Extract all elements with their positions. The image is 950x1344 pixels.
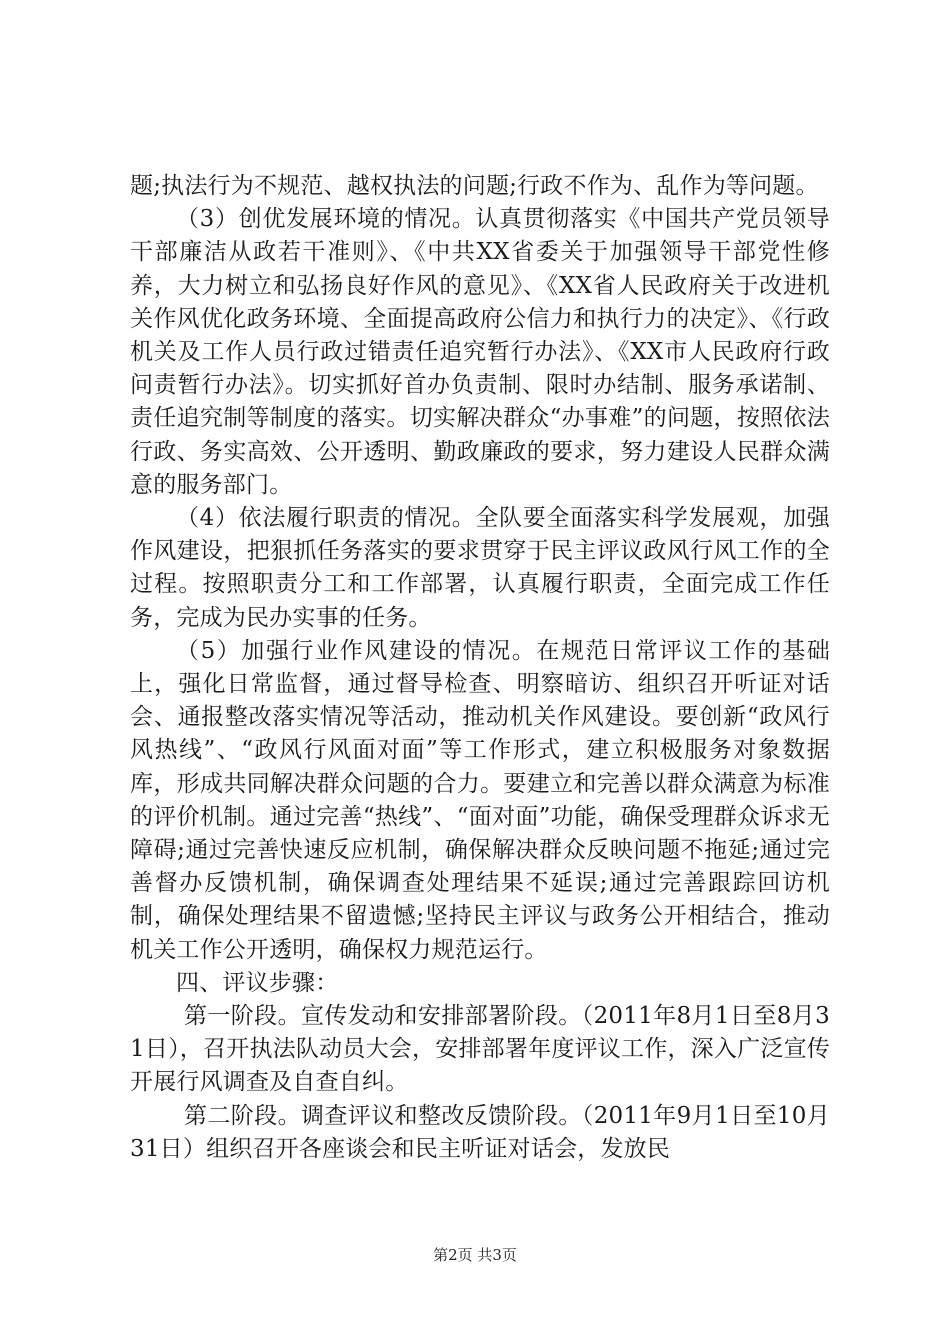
paragraph-stage-one: 第一阶段。宣传发动和安排部署阶段。（2011年8月1日至8月31日），召开执法队动员大会，安排部署年度评议工作，深入广泛宣传开展行风调查及自查自纠。 — [130, 1003, 830, 1096]
paragraph-stage-two: 第二阶段。调查评议和整改反馈阶段。（2011年9月1日至10月31日）组织召开各座谈会和民主听证对话会，发放民 — [130, 1102, 830, 1162]
paragraph-continuation: 题;执法行为不规范、越权执法的问题;行政不作为、乱作为等问题。 — [130, 173, 819, 199]
section-heading-review-steps: 四、评议步骤： — [176, 969, 339, 996]
paragraph-duty-performance: （4）依法履行职责的情况。全队要全面落实科学发展观，加强作风建设，把狠抓任务落实的要求贯穿于民主评议政风行风工作的全过程。按照职责分工和工作部署，认真履行职责，全面完成工作任务，完成为民办实事的任务。 — [130, 505, 830, 631]
page-footer: 第2页 共3页 — [433, 1246, 517, 1264]
paragraph-development-environment: （3）创优发展环境的情况。认真贯彻落实《中国共产党员领导干部廉洁从政若干准则》、《中共XX省委关于加强领导干部党性修养，大力树立和弘扬良好作风的意见》、《XX省人民政府关于改进机关作风优化政务环境、全面提高政府公信力和执行力的决定》、《行政机关及工作人员行政过错责任追究暂行办法》、《XX市人民政府行政问责暂行办法》。切实抓好首办负责制、限时办结制、服务承诺制、责任追究制等制度的落实。切实解决群众“办事难”的问题，按照依法行政、务实高效、公开透明、勤政廉政的要求，努力建设人民群众满意的服务部门。 — [130, 206, 830, 498]
document-body — [130, 170, 830, 1166]
paragraph-industry-style: （5）加强行业作风建设的情况。在规范日常评议工作的基础上，强化日常监督，通过督导检查、明察暗访、组织召开听证对话会、通报整改落实情况等活动，推动机关作风建设。要创新“政风行风热线”、“政风行风面对面”等工作形式，建立积极服务对象数据库，形成共同解决群众问题的合力。要建立和完善以群众满意为标准的评价机制。通过完善“热线”、“面对面”功能，确保受理群众诉求无障碍;通过完善快速反应机制，确保解决群众反映问题不拖延;通过完善督办反馈机制，确保调查处理结果不延误;通过完善跟踪回访机制，确保处理结果不留遗憾;坚持民主评议与政务公开相结合，推动机关工作公开透明，确保权力规范运行。 — [130, 637, 830, 963]
